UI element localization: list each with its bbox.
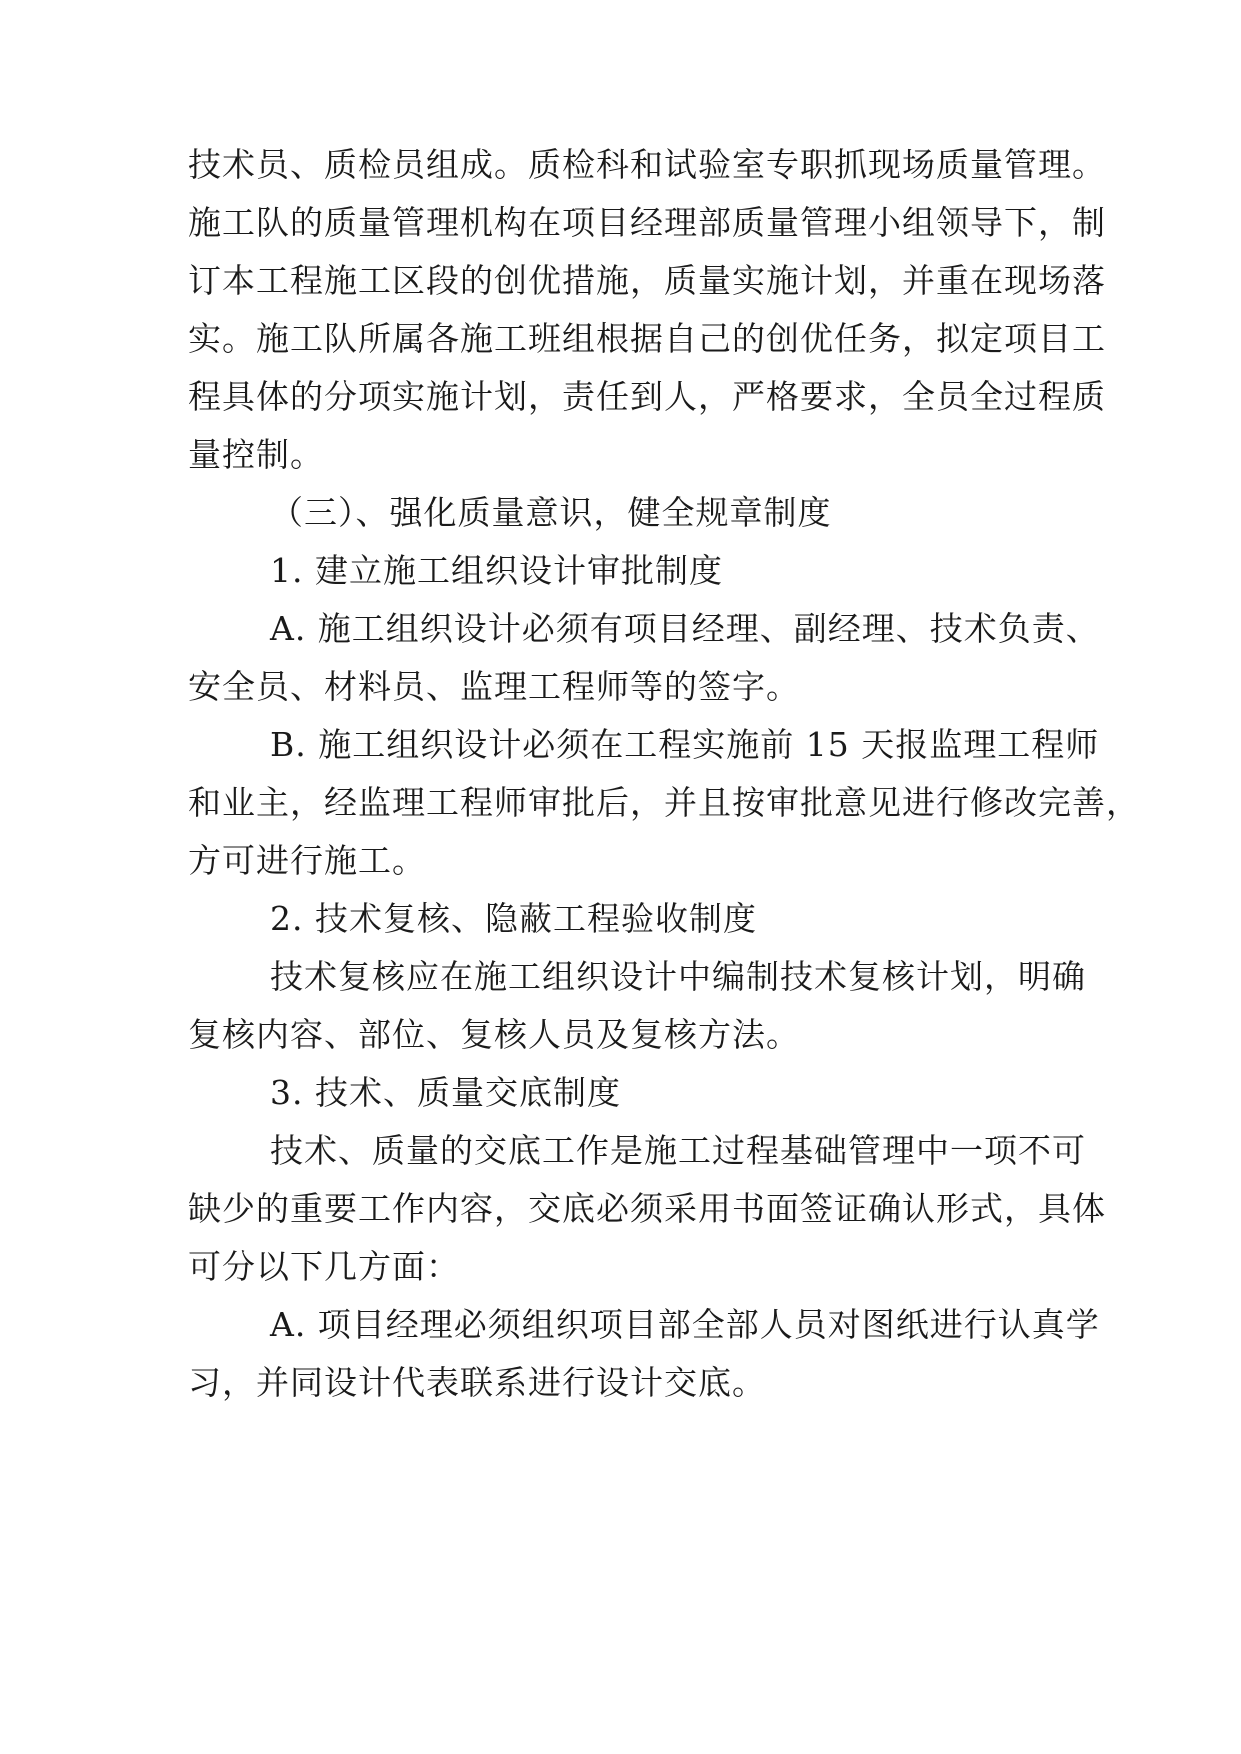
body-text-line: 复核内容、部位、复核人员及复核方法。 [188,1015,800,1054]
body-text-line: A. 施工组织设计必须有项目经理、副经理、技术负责、 [270,609,1100,648]
subsection-heading: 2. 技术复核、隐蔽工程验收制度 [270,899,757,938]
body-text-line: 安全员、材料员、监理工程师等的签字。 [188,667,800,706]
body-text-line: 量控制。 [188,435,324,474]
body-text-line: 可分以下几方面： [188,1247,460,1286]
body-text-line: 方可进行施工。 [188,841,426,880]
body-text-line: 程具体的分项实施计划，责任到人，严格要求，全员全过程质 [188,377,1106,416]
body-text-line: 和业主，经监理工程师审批后，并且按审批意见进行修改完善， [188,783,1140,822]
subsection-heading: 1. 建立施工组织设计审批制度 [270,551,723,590]
body-text-line: 施工队的质量管理机构在项目经理部质量管理小组领导下，制 [188,203,1106,242]
body-text-line: A. 项目经理必须组织项目部全部人员对图纸进行认真学 [270,1305,1100,1344]
body-text-line: 技术员、质检员组成。质检科和试验室专职抓现场质量管理。 [188,145,1106,184]
body-text-line: 技术复核应在施工组织设计中编制技术复核计划，明确 [270,957,1086,996]
body-text-line: B. 施工组织设计必须在工程实施前 15 天报监理工程师 [270,725,1100,764]
body-text-line: 实。施工队所属各施工班组根据自己的创优任务，拟定项目工 [188,319,1106,358]
body-text-line: 缺少的重要工作内容，交底必须采用书面签证确认形式，具体 [188,1189,1106,1228]
section-heading: （三）、强化质量意识，健全规章制度 [270,493,832,532]
body-text-line: 订本工程施工区段的创优措施，质量实施计划，并重在现场落 [188,261,1106,300]
body-text-line: 技术、质量的交底工作是施工过程基础管理中一项不可 [270,1131,1086,1170]
subsection-heading: 3. 技术、质量交底制度 [270,1073,621,1112]
body-text-line: 习，并同设计代表联系进行设计交底。 [188,1363,766,1402]
